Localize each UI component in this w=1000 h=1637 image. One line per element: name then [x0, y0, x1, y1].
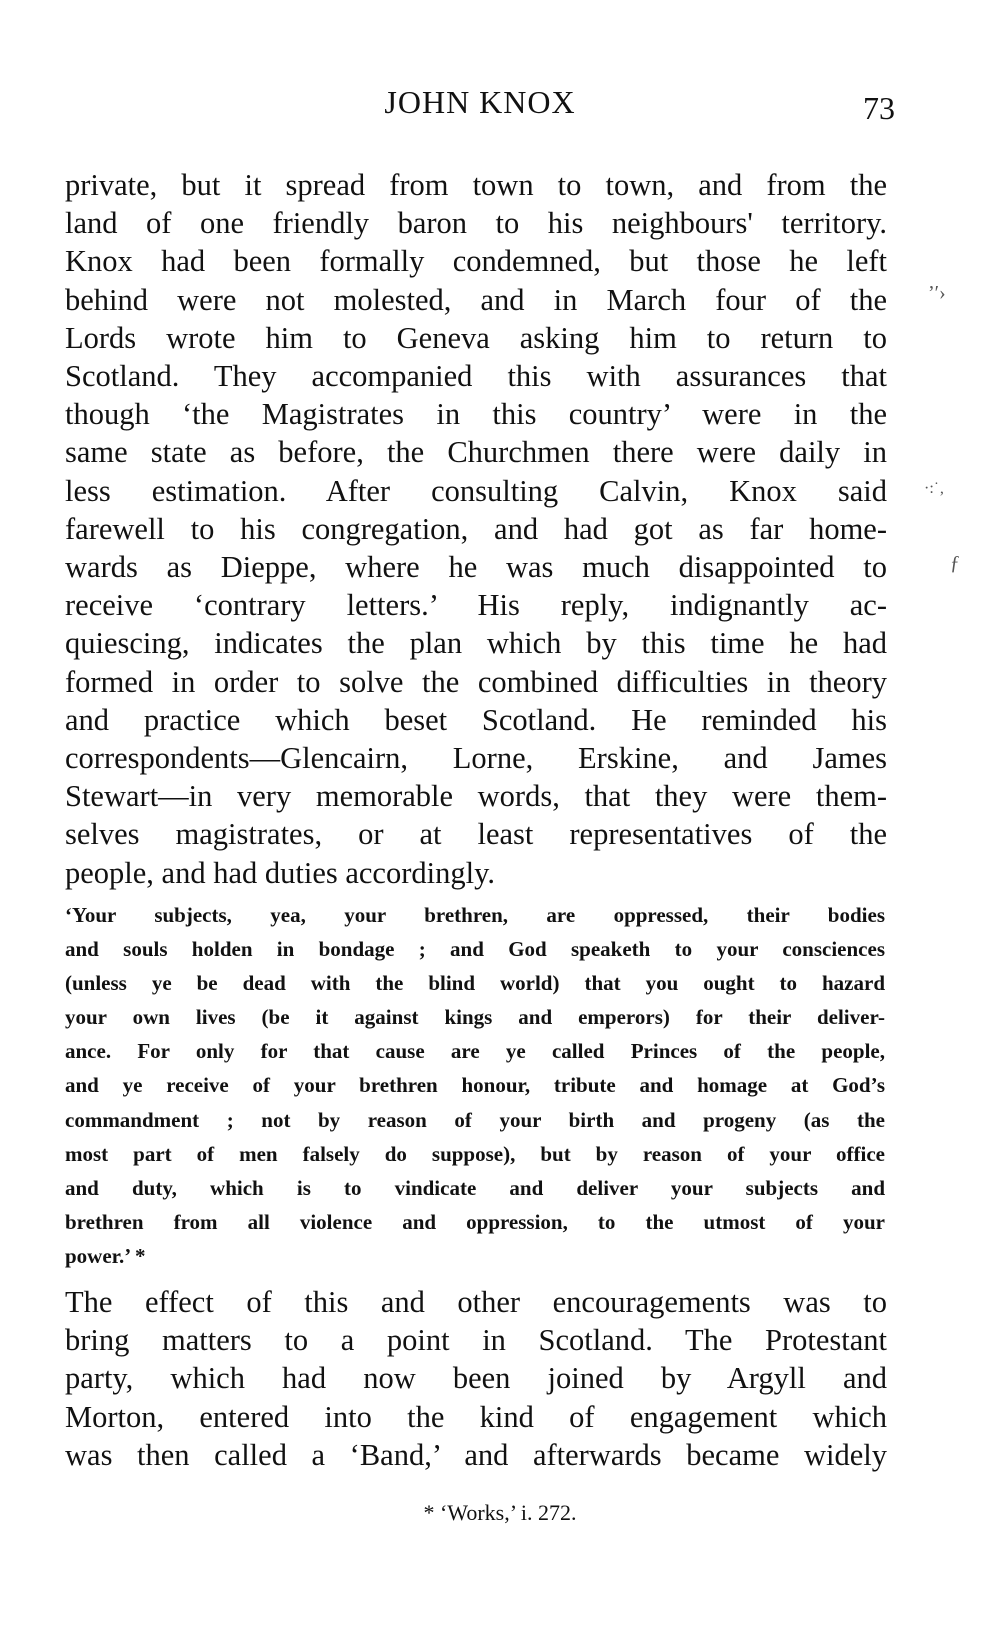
text-line: Lords wrote him to Geneva asking him to return to: [65, 320, 887, 355]
text-line: same state as before, the Churchmen there were daily in: [65, 435, 887, 470]
body-text-second: [65, 1283, 887, 1474]
text-line: people, and had duties accordingly.: [65, 855, 495, 890]
text-line: wards as Dieppe, where he was much disappointed to: [65, 550, 887, 585]
quote-line: (unless ye be dead with the blind world) that you ought to hazard: [65, 971, 885, 996]
text-line: though ‘the Magistrates in this country’ were in the: [65, 397, 887, 432]
page-number: 73: [863, 90, 895, 126]
text-line: private, but it spread from town to town, and from the: [65, 168, 887, 202]
text-line: less estimation. After consulting Calvin, Knox said: [65, 473, 887, 508]
text-line: Scotland. They accompanied this with assurances that: [65, 359, 887, 394]
text-line: correspondents—Glencairn, Lorne, Erskine, and James: [65, 741, 887, 776]
margin-mark: ƒ: [950, 552, 960, 574]
text-line: and practice which beset Scotland. He reminded his: [65, 702, 887, 737]
running-head: [65, 84, 895, 132]
quote-line: ance. For only for that cause are ye called Princes of the people,: [65, 1039, 885, 1064]
quote-line: most part of men falsely do suppose), but by reason of your office: [65, 1141, 885, 1166]
text-line: Knox had been formally condemned, but those he left: [65, 244, 887, 279]
text-line: Morton, entered into the kind of engagement which: [65, 1399, 887, 1434]
text-line: party, which had now been joined by Argyll and: [65, 1361, 887, 1396]
text-line: receive ‘contrary letters.’ His reply, indignantly ac-: [65, 588, 887, 623]
text-line: Stewart—in very memorable words, that they were them-: [65, 779, 887, 814]
quote-line: and duty, which is to vindicate and deliver your subjects and: [65, 1175, 885, 1200]
text-line: farewell to his congregation, and had got as far home-: [65, 511, 887, 546]
quote-line: power.’ *: [65, 1243, 146, 1268]
quote-line: ‘Your subjects, yea, your brethren, are oppressed, their bodies: [65, 903, 885, 927]
text-line: land of one friendly baron to his neighbours' territory.: [65, 206, 887, 241]
text-line: bring matters to a point in Scotland. The Protestant: [65, 1323, 887, 1358]
text-line: selves magistrates, or at least representatives of the: [65, 817, 887, 852]
running-title: JOHN KNOX: [384, 84, 576, 120]
block-quote: [65, 898, 885, 1273]
body-text-first: [65, 166, 887, 892]
quote-line: your own lives (be it against kings and emperors) for their deliver-: [65, 1005, 885, 1030]
text-line: behind were not molested, and in March four of the: [65, 282, 887, 317]
text-line: was then called a ‘Band,’ and afterwards became widely: [65, 1437, 887, 1472]
footnote: * ‘Works,’ i. 272.: [423, 1500, 577, 1525]
margin-mark: ·:˙‚: [924, 480, 945, 497]
quote-line: commandment ; not by reason of your birth and progeny (as the: [65, 1107, 885, 1132]
text-line: quiescing, indicates the plan which by this time he had: [65, 626, 887, 661]
quote-line: brethren from all violence and oppression, to the utmost of your: [65, 1209, 885, 1234]
text-line: formed in order to solve the combined difficulties in theory: [65, 664, 887, 699]
quote-line: and ye receive of your brethren honour, tribute and homage at God’s: [65, 1073, 885, 1098]
text-line: The effect of this and other encouragements was to: [65, 1285, 887, 1319]
quote-line: and souls holden in bondage ; and God speaketh to your consciences: [65, 937, 885, 962]
margin-mark: ’′›: [928, 282, 946, 304]
